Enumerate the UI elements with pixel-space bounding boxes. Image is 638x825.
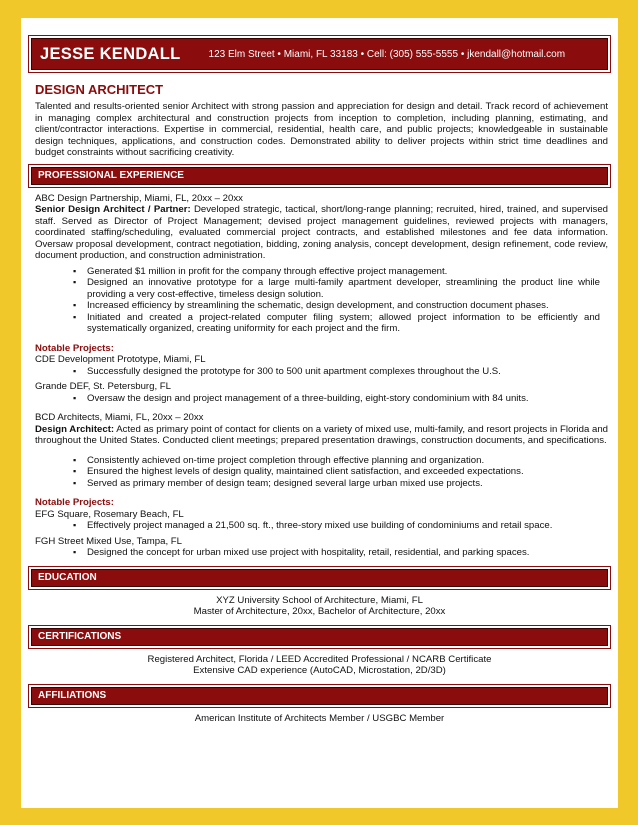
list-item: ▪ Successfully designed the prototype for 300 to 500 unit apartment complexes throughout the U.S. — [73, 366, 608, 378]
list-item: ▪ Designed the concept for urban mixed use project with hospitality, retail, residential, and parking spaces. — [73, 547, 608, 559]
list-item: ▪ Initiated and created a project-related computer filing system; allowed project information to be efficiently and systematically organized, creating uniformity for each project and the firm. — [73, 312, 608, 335]
certification-line: Extensive CAD experience (AutoCAD, Microstation, 2D/3D) — [193, 665, 446, 676]
job-entry-2 — [31, 412, 608, 559]
project-name: Grande DEF, St. Petersburg, FL — [35, 381, 171, 392]
job-title: DESIGN ARCHITECT — [35, 82, 164, 97]
header-bar — [31, 38, 608, 70]
job-role: Design Architect: — [35, 423, 115, 435]
project-list — [31, 366, 608, 378]
project-name: EFG Square, Rosemary Beach, FL — [35, 508, 184, 520]
job-entry-1 — [31, 193, 608, 405]
achievement-list — [31, 266, 608, 335]
section-certifications: CERTIFICATIONS — [31, 628, 608, 646]
section-affiliations: AFFILIATIONS — [31, 687, 608, 705]
education-line: XYZ University School of Architecture, Miami, FL — [216, 594, 423, 606]
employer: BCD Architects, Miami, FL, 20xx – 20xx — [35, 412, 204, 423]
section-experience: PROFESSIONAL EXPERIENCE — [31, 167, 608, 185]
employer: ABC Design Partnership, Miami, FL, 20xx – 20xx — [35, 192, 243, 204]
section-education: EDUCATION — [31, 569, 608, 587]
notable-projects-label: Notable Projects: — [35, 497, 114, 508]
affiliation-line: American Institute of Architects Member / USGBC Member — [194, 712, 445, 724]
education-line: Master of Architecture, 20xx, Bachelor of Architecture, 20xx — [193, 606, 446, 617]
list-item: ▪ Oversaw the design and project management of a three-building, eight-story condominium with 84 units. — [73, 393, 608, 405]
job-description: Design Architect: Acted as primary point of contact for clients on a variety of mixed use, multi-family, and resort projects in Florida and throughout the United States. Conducted client meetings; prepared presentation drawings, construction documents, and specifications. — [35, 423, 608, 446]
list-item: ▪ Generated $1 million in profit for the company through effective project management. — [73, 266, 608, 278]
project-list — [31, 520, 608, 532]
certification-line: Registered Architect, Florida / LEED Accredited Professional / NCARB Certificate — [147, 653, 492, 665]
contact-info: 123 Elm Street • Miami, FL 33183 • Cell: (305) 555-5555 • jkendall@hotmail.com — [208, 48, 566, 60]
project-list — [31, 547, 608, 559]
list-item: ▪ Designed an innovative prototype for a large multi-family apartment developer, streamlining the product line while providing a very cost-effective, timeless design solution. — [73, 277, 608, 300]
project-list — [31, 393, 608, 405]
list-item: ▪ Ensured the highest levels of design quality, maintained client satisfaction, and exceeded expectations. — [73, 466, 608, 478]
list-item: ▪ Served as primary member of design team; designed several large urban mixed use projects. — [73, 478, 608, 490]
resume-page — [21, 18, 618, 808]
project-name: CDE Development Prototype, Miami, FL — [35, 354, 206, 365]
achievement-list — [31, 455, 608, 490]
list-item: ▪ Consistently achieved on-time project completion through effective planning and organization. — [73, 455, 608, 467]
list-item: ▪ Increased efficiency by streamlining the schematic, design development, and construction document phases. — [73, 300, 608, 312]
candidate-name: JESSE KENDALL — [40, 44, 181, 63]
notable-projects-label: Notable Projects: — [35, 342, 114, 354]
list-item: ▪ Effectively project managed a 21,500 sq. ft., three-story mixed use building of condominiums and retail space. — [73, 520, 608, 532]
project-name: FGH Street Mixed Use, Tampa, FL — [35, 535, 182, 547]
job-role: Senior Design Architect / Partner: — [35, 204, 191, 215]
summary: Talented and results-oriented senior Architect with strong passion and appreciation for design and detail. Track record of achievement in managing complex architectural and construction projects from inception to completion, including planning, estimating, and client/contractor interactions. Expertise in commercial, residential, health care, and public projects; knowledgeable in sustainable design techniques, applications, and construction codes. Demonstrated ability to deliver projects within strict time deadlines and budget constraints without sacrificing creativity. — [35, 101, 608, 158]
job-description: Senior Design Architect / Partner: Developed strategic, tactical, short/long-range planning; recruited, hired, trained, and supervised staff. Served as Director of Project Management; devised project management guidelines, reviewed projects with managers, coordinated staffing/scheduling, evaluated commercial project contracts, and established milestones and fee data information. Oversaw proposal development, contract negotiation, bidding, zoning analysis, concept development, design refinement, code review, document production, and construction administration. — [35, 204, 608, 261]
